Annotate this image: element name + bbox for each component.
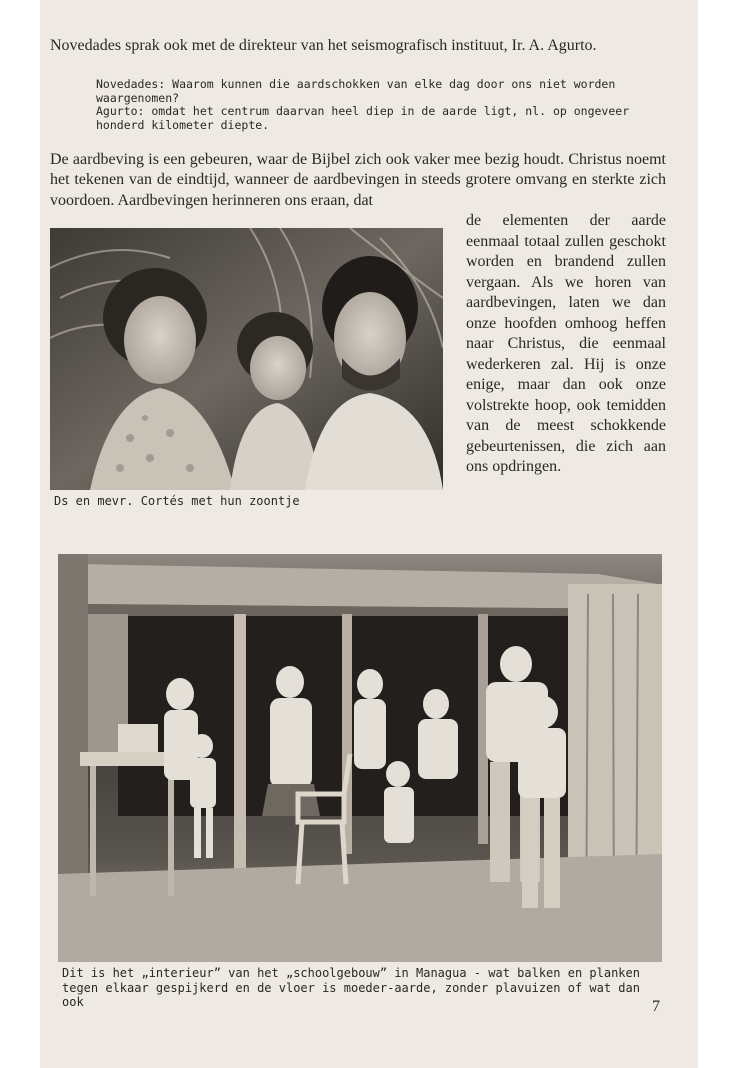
side-column-text: de elementen der aarde eenmaal totaal zullen geschokt worden en brandend zullen vergaan. Als we horen van aardbevingen, laten we dan onze hoofden omhoog heffen naar Christus, die eenmaal wederkeren zal. Hij is onze enige, maar dan ook onze volstrekte hoop, ook temidden van de meest schokkende gebeurtenissen, die zich aan ons opdringen. [466, 212, 666, 475]
interview-answer: Agurto: omdat het centrum daarvan heel diep in de aarde ligt, nl. op ongeveer honderd kilometer diepte. [96, 104, 630, 132]
interview-question: Novedades: Waarom kunnen die aardschokken van elke dag door ons niet worden waargenomen? [96, 77, 616, 105]
interview-block [96, 78, 664, 132]
body-paragraph: De aardbeving is een gebeuren, waar de Bijbel zich ook vaker mee bezig houdt. Christus noemt het tekenen van de eindtijd, wanneer de aardbevingen in steeds grotere omvang en sterkte zich voordoen. Aardbevingen herinneren ons eraan, dat [50, 151, 666, 209]
page-number: 7 [652, 998, 660, 1015]
family-photo-caption: Ds en mevr. Cortés met hun zoontje [54, 494, 300, 508]
family-photo [50, 228, 443, 490]
school-photo-caption: Dit is het „interieur” van het „schoolgebouw” in Managua - wat balken en planken tegen elkaar gespijkerd en de vloer is moeder-aarde, zonder plavuizen of wat dan ook [62, 966, 640, 1009]
page [40, 0, 698, 1068]
intro-paragraph: Novedades sprak ook met de direkteur van het seismografisch instituut, Ir. A. Agurto. [50, 37, 597, 54]
school-interior-photo [58, 554, 662, 962]
